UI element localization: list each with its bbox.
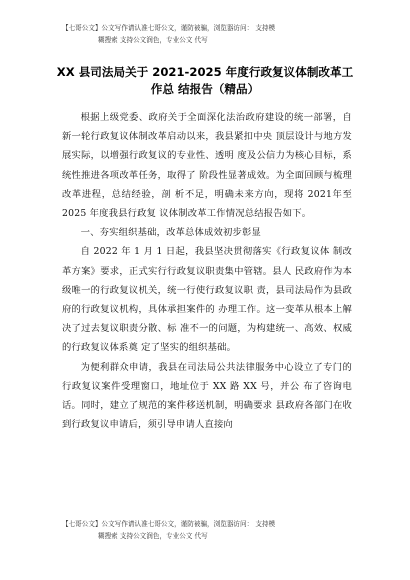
paragraph-intro: 根据上级党委、政府关于全面深化法治政府建设的统一部署，自新一轮行政复议体制改革启动以来，我县紧扣中央 顶层设计与地方发展实际，以增强行政复议的专业性、透明 度及公信力为核心目标，系统性推进各项改革任务，取得了 阶段性显著成效。为全面回顾与梳理改革进程，总结经验，剖 析不足，明确未来方向，现将 2021年至 2025 年度我县行政复 议体制改革工作情况总结报告如下。 — [62, 112, 352, 220]
footer-banner-line2: 糊搜索 支持公文润色，专业公文 代写 — [98, 532, 208, 540]
header-banner-line2: 糊搜索 支持公文润色，专业公文 代写 — [98, 36, 208, 44]
document-title-line2: 作总 结报告（精品） — [150, 82, 260, 96]
footer-banner-line1: 【七哥公文】公文写作请认准七哥公文，谨防被骗，浏览器访问： 支持模 — [62, 520, 276, 528]
footer-watermark-banner — [62, 518, 362, 542]
document-title — [30, 64, 380, 98]
header-banner-line1: 【七哥公文】公文写作请认准七哥公文，谨防被骗，浏览器访问： 支持模 — [62, 24, 276, 32]
paragraph-window: 为便利群众申请，我县在司法局公共法律服务中心设立了专门的行政复议案件受理窗口，地址位于 XX 路 XX 号，并公 布了咨询电话。同时，建立了规范的案件移送机制，明确要求 县政府各部门在收到行政复议申请后，须引导申请人直接向 — [62, 361, 352, 431]
section-heading-1: 一、夯实组织基础，改革总体成效初步彰显 — [80, 227, 262, 239]
header-watermark-banner — [62, 22, 362, 46]
paragraph-reform: 自 2022 年 1 月 1 日起，我县坚决贯彻落实《行政复议体 制改革方案》要求，正式实行行政复议职责集中管辖。县人 民政府作为本级唯一的行政复议机关，统一行使行政复议职 责，县司法局作为县政府的行政复议机构，具体承担案件的 办理工作。这一变革从根本上解决了过去复议职责分散、标 准不一的问题，为构建统一、高效、权威的行政复议体系奠 定了坚实的组织基础。 — [62, 246, 352, 354]
document-body — [62, 108, 352, 434]
document-title-line1: XX 县司法局关于 2021-2025 年度行政复议体制改革工 — [56, 65, 354, 79]
